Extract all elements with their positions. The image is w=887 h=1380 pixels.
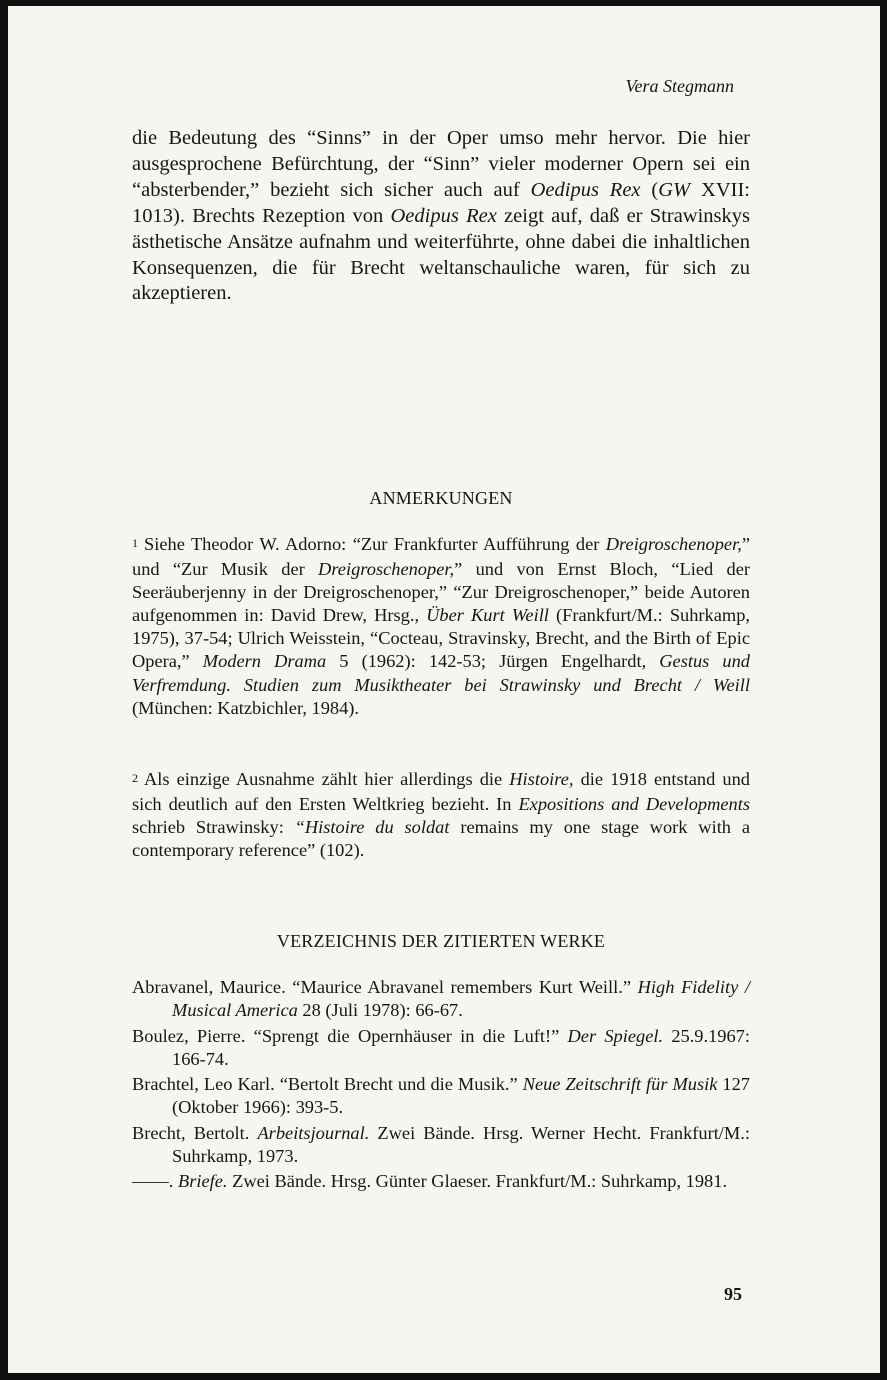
book-page — [8, 6, 880, 1373]
note-title-run: Über Kurt Weill — [426, 605, 549, 626]
ref-text-run: Zwei Bände. Hrsg. Günter Glaeser. Frankfurt/M.: Suhrkamp, 1981. — [227, 1171, 728, 1192]
note-text-run: die 1918 entstand und sich deutlich auf den Ersten Weltkrieg bezieht. In — [132, 769, 750, 815]
footnote-2 — [132, 768, 750, 862]
ref-title-run: High Fidelity / Musical America — [172, 977, 750, 1021]
page-number: 95 — [724, 1284, 742, 1304]
ref-text-run: 127 (Oktober 1966): 393-5. — [172, 1074, 751, 1118]
note-title-run: Dreigroschenoper, — [318, 559, 455, 580]
note-title-run: Histoire, — [509, 769, 574, 789]
works-cited-list — [132, 976, 750, 1196]
footnote-marker: 1 — [132, 536, 138, 550]
footnote-1 — [132, 533, 750, 720]
ref-text-run: 25.9.1967: 166-74. — [172, 1025, 750, 1069]
body-text-run: ( — [640, 178, 659, 201]
ref-title-run: Briefe. — [177, 1171, 228, 1192]
ref-text-run: Brachtel, Leo Karl. “Bertolt Brecht und die Musik.” — [132, 1074, 523, 1095]
notes-heading: ANMERKUNGEN — [369, 488, 513, 508]
body-paragraph — [132, 126, 750, 307]
works-cited-entry — [132, 1170, 750, 1193]
body-text-run: zeigt auf, daß er Strawinskys ästhetische Ansätze aufnahm und weiterführte, ohne dabei die inhaltlichen Konsequenzen, die für Brecht weltanschauliche waren, für sich zu akzeptieren. — [132, 204, 750, 305]
works-cited-entry — [132, 1073, 750, 1120]
note-title-run: Expositions and Developments — [518, 794, 750, 815]
note-title-run: Gestus und Verfremdung. Studien zum Musiktheater bei Strawinsky und Brecht / Weill — [132, 651, 751, 695]
footnote-marker: 2 — [132, 771, 138, 785]
note-text-run: 5 (1962): 142-53; Jürgen Engelhardt, — [326, 651, 660, 672]
note-title-run: Dreigroschenoper, — [605, 534, 742, 554]
running-head: Vera Stegmann — [625, 76, 734, 96]
ref-text-run: ——. — [132, 1171, 178, 1192]
ref-title-run: Arbeitsjournal. — [257, 1122, 370, 1143]
note-text-run: (Frankfurt/M.: Suhrkamp, 1975), 37-54; Ulrich Weisstein, “Cocteau, Stravinsky, Brecht, and the Birth of Epic Opera,” — [132, 605, 751, 672]
note-text-run: (München: Katzbichler, 1984). — [132, 697, 360, 718]
ref-text-run: Abravanel, Maurice. “Maurice Abravanel remembers Kurt Weill.” — [132, 977, 638, 997]
note-title-run: “Histoire du soldat — [294, 817, 450, 838]
works-heading: VERZEICHNIS DER ZITIERTEN WERKE — [276, 931, 606, 951]
note-title-run: Modern Drama — [202, 651, 327, 672]
ref-text-run: 28 (Juli 1978): 66-67. — [297, 1000, 463, 1021]
note-text-run: Siehe Theodor W. Adorno: “Zur Frankfurter Aufführung der — [144, 534, 606, 554]
body-title-run: Oedipus Rex — [530, 178, 641, 201]
body-title-run: Oedipus Rex — [390, 204, 497, 227]
works-cited-entry — [132, 1025, 750, 1072]
ref-text-run: Zwei Bände. Hrsg. Werner Hecht. Frankfurt/M.: Suhrkamp, 1973. — [172, 1122, 750, 1167]
ref-title-run: Neue Zeitschrift für Musik — [522, 1074, 718, 1095]
note-text-run: Als einzige Ausnahme zählt hier allerdings die — [144, 769, 510, 789]
note-text-run: ” und “Zur Musik der — [132, 534, 750, 580]
ref-title-run: Der Spiegel. — [567, 1025, 664, 1046]
body-text-run: die Bedeutung des “Sinns” in der Oper umso mehr hervor. Die hier ausgesprochene Befürchtung, der “Sinn” vieler moderner Opern sei ein “absterbender,” bezieht sich sicher auch auf — [132, 127, 750, 201]
note-text-run: remains my one stage work with a contemporary reference” (102). — [132, 817, 750, 861]
ref-text-run: Brecht, Bertolt. — [132, 1122, 258, 1143]
works-cited-entry — [132, 1122, 750, 1169]
body-abbrev-run: GW — [658, 178, 691, 201]
note-text-run: ” und von Ernst Bloch, “Lied der Seeräuberjenny in der Dreigroschenoper,” “Zur Dreigroschenoper,” beide Autoren aufgenommen in: David Drew, Hrsg., — [132, 559, 750, 626]
body-text-run: XVII: 1013). Brechts Rezeption von — [132, 178, 750, 227]
works-cited-entry — [132, 976, 750, 1023]
ref-text-run: Boulez, Pierre. “Sprengt die Opernhäuser in die Luft!” — [132, 1025, 568, 1046]
note-text-run: schrieb Strawinsky: — [132, 817, 295, 838]
